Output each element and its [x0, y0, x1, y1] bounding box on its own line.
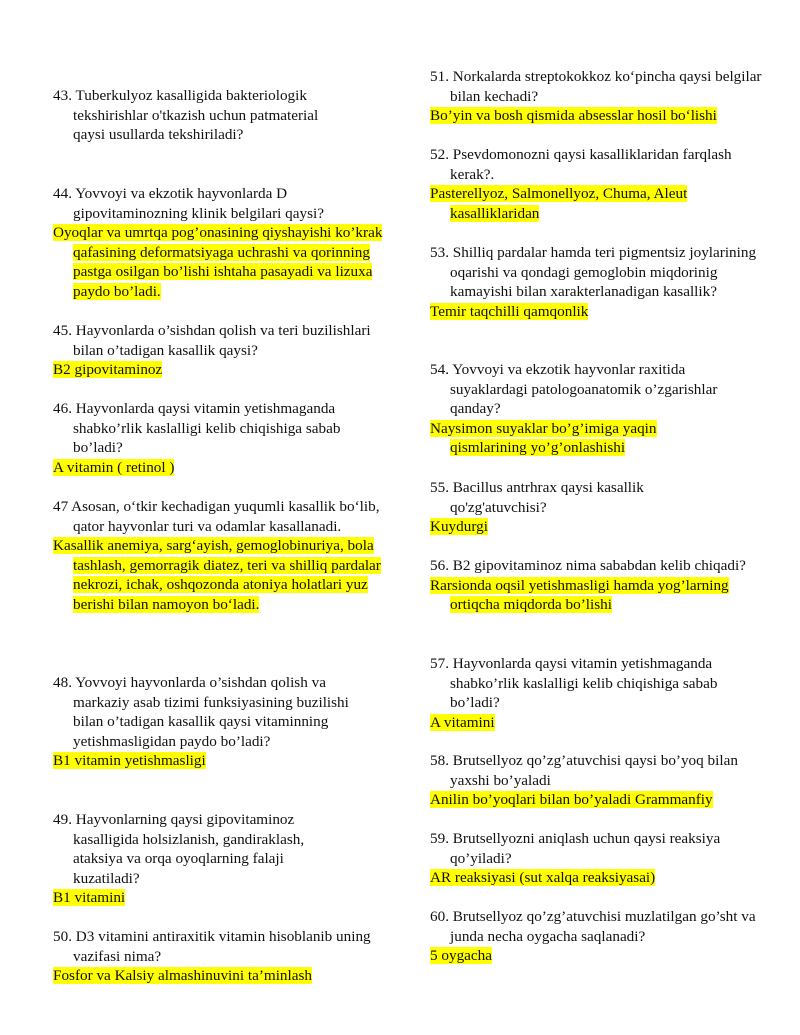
answer-highlight: B2 gipovitaminoz	[53, 361, 163, 379]
answer-highlight: Bo’yin va bosh qismida absesslar hosil bo‘lishi	[430, 107, 717, 125]
question-number: 51.	[430, 68, 449, 85]
question-text	[430, 145, 750, 184]
question-58	[430, 751, 775, 810]
answer-text	[53, 966, 373, 986]
question-46	[53, 399, 378, 477]
question-number: 59.	[430, 830, 449, 847]
answer-text	[430, 419, 735, 458]
question-body: Hayvonlarning qaysi gipovitaminoz kasalligida holsizlanish, gandiraklash, ataksiya va orqa oyoqlarning falaji kuzatiladi?	[73, 811, 305, 887]
question-body: Yovvoyi va ekzotik hayvonlar raxitida suyaklardagi patologoanatomik o’zgarishlar qanday?	[450, 361, 718, 418]
question-number: 53.	[430, 244, 449, 261]
answer-text	[53, 536, 403, 614]
question-text	[53, 321, 373, 360]
question-number: 47	[53, 498, 69, 515]
answer-text	[430, 302, 760, 322]
question-number: 52.	[430, 146, 449, 163]
question-text	[430, 751, 765, 790]
question-number: 55.	[430, 479, 449, 496]
answer-highlight: Pasterellyoz, Salmonellyoz, Chuma, Aleut kasalliklaridan	[430, 185, 688, 222]
question-text	[53, 184, 383, 223]
answer-highlight: 5 oygacha	[430, 947, 492, 965]
question-number: 58.	[430, 752, 449, 769]
question-number: 49.	[53, 811, 72, 828]
question-body: Psevdomonozni qaysi kasalliklaridan farqlash kerak?.	[450, 146, 732, 183]
answer-text	[53, 223, 403, 301]
question-number: 45.	[53, 322, 72, 339]
question-body: Yovvoyi va ekzotik hayvonlarda D gipovitaminozning klinik belgilari qaysi?	[73, 185, 324, 222]
answer-highlight: Kasallik anemiya, sarg‘ayish, gemoglobinuriya, bola tashlash, gemorragik diatez, teri va shilliq pardalar nekrozi, ichak, oshqozonda atoniya holatlari yuz berishi bilan namoyon bo‘ladi.	[53, 537, 381, 613]
question-50	[53, 927, 373, 986]
answer-text	[53, 751, 368, 771]
question-body: Hayvonlarda qaysi vitamin yetishmaganda shabko’rlik kaslalligi kelib chiqishiga sabab bo’ladi?	[450, 655, 718, 712]
answer-highlight: Anilin bo’yoqlari bilan bo’yaladi Grammanfiy	[430, 791, 713, 809]
question-body: Asosan, o‘tkir kechadigan yuqumli kasallik bo‘lib, qator hayvonlar turi va odamlar kasallanadi.	[71, 498, 380, 535]
question-text	[53, 927, 373, 966]
question-body: Bacillus antrhrax qaysi kasallik qo'zg'atuvchisi?	[450, 479, 644, 516]
question-number: 57.	[430, 655, 449, 672]
question-body: Tuberkulyoz kasalligida bakteriologik tekshirishlar o'tkazish uchun patmaterial qaysi usullarda tekshiriladi?	[73, 87, 319, 144]
question-number: 60.	[430, 908, 449, 925]
question-number: 44.	[53, 185, 72, 202]
answer-highlight: Temir taqchilli qamqonlik	[430, 302, 589, 320]
answer-text	[53, 458, 378, 478]
answer-text	[430, 946, 760, 966]
question-body: Brutsellyoz qo’zg’atuvchisi muzlatilgan go’sht va junda necha oygacha saqlanadi?	[450, 908, 756, 945]
question-text	[430, 907, 760, 946]
question-text	[430, 478, 715, 517]
question-47	[53, 497, 383, 615]
answer-text	[430, 184, 750, 223]
answer-text	[430, 790, 795, 810]
question-body: D3 vitamini antiraxitik vitamin hisoblanib uning vazifasi nima?	[73, 928, 371, 965]
answer-text	[430, 713, 760, 733]
question-number: 50.	[53, 928, 72, 945]
question-number: 56.	[430, 557, 449, 574]
question-44	[53, 184, 383, 302]
answer-highlight: Kuydurgi	[430, 518, 488, 536]
question-body: Shilliq pardalar hamda teri pigmentsiz joylarining oqarishi va qondagi gemoglobin miqdorinig kamayishi bilan xarakterlanadigan kasallik?	[450, 244, 757, 301]
answer-highlight: AR reaksiyasi (sut xalqa reaksiyasai)	[430, 869, 656, 887]
answer-highlight: Fosfor va Kalsiy almashinuvini ta’minlash	[53, 967, 312, 985]
answer-text	[53, 888, 343, 908]
question-57	[430, 654, 760, 732]
question-59	[430, 829, 730, 888]
question-text	[430, 829, 730, 868]
question-43	[53, 86, 353, 145]
answer-highlight: Naysimon suyaklar bo’g’imiga yaqin qismlarining yo’g’onlashishi	[430, 419, 657, 457]
question-55	[430, 478, 715, 537]
question-53	[430, 243, 760, 321]
answer-highlight: B1 vitamini	[53, 889, 126, 907]
answer-highlight: A vitamin ( retinol )	[53, 458, 175, 476]
question-text	[430, 556, 750, 576]
question-48	[53, 673, 368, 771]
answer-text	[430, 868, 730, 888]
question-text	[430, 67, 770, 106]
question-52	[430, 145, 730, 223]
question-51	[430, 67, 765, 126]
question-text	[53, 673, 368, 751]
question-number: 46.	[53, 400, 72, 417]
answer-text	[53, 360, 373, 380]
question-number: 43.	[53, 87, 72, 104]
question-45	[53, 321, 373, 380]
question-body: Brutsellyoz qo’zg’atuvchisi qaysi bo’yoq bilan yaxshi bo’yaladi	[450, 752, 738, 789]
answer-highlight: A vitamini	[430, 713, 495, 731]
question-60	[430, 907, 760, 966]
question-text	[430, 360, 760, 419]
question-body: Yovvoyi hayvonlarda o’sishdan qolish va markaziy asab tizimi funksiyasining buzilishi bilan o’tadigan kasallik qaysi vitaminning yetishmasligidan paydo bo’ladi?	[73, 674, 349, 750]
question-body: B2 gipovitaminoz nima sababdan kelib chiqadi?	[452, 557, 746, 574]
question-text	[430, 243, 760, 302]
question-text	[53, 810, 343, 888]
answer-text	[430, 517, 715, 537]
question-body: Hayvonlarda o’sishdan qolish va teri buzilishlari bilan o’tadigan kasallik qaysi?	[73, 322, 371, 359]
answer-highlight: Rarsionda oqsil yetishmasligi hamda yog’larning ortiqcha miqdorda bo’lishi	[430, 576, 729, 614]
question-body: Brutsellyozni aniqlash uchun qaysi reaksiya qo’yiladi?	[450, 830, 721, 867]
answer-text	[430, 576, 745, 615]
question-text	[53, 86, 353, 145]
question-body: Norkalarda streptokokkoz ko‘pincha qaysi belgilar bilan kechadi?	[450, 68, 762, 105]
answer-highlight: B1 vitamin yetishmasligi	[53, 752, 206, 770]
question-56	[430, 556, 750, 615]
question-number: 54.	[430, 361, 449, 378]
question-49	[53, 810, 343, 908]
question-text	[430, 654, 760, 713]
question-text	[53, 497, 395, 536]
answer-highlight: Oyoqlar va umrtqa pog’onasining qiyshayishi ko’krak qafasining deformatsiyaga uchrashi va qorinning pastga osilgan bo’lishi ishtaha pasayadi va lizuxa paydo bo’ladi.	[53, 224, 383, 300]
answer-text	[430, 106, 795, 126]
question-54	[430, 360, 760, 458]
question-body: Hayvonlarda qaysi vitamin yetishmaganda shabko’rlik kaslalligi kelib chiqishiga sabab bo’ladi?	[73, 400, 341, 457]
question-text	[53, 399, 378, 458]
question-number: 48.	[53, 674, 72, 691]
